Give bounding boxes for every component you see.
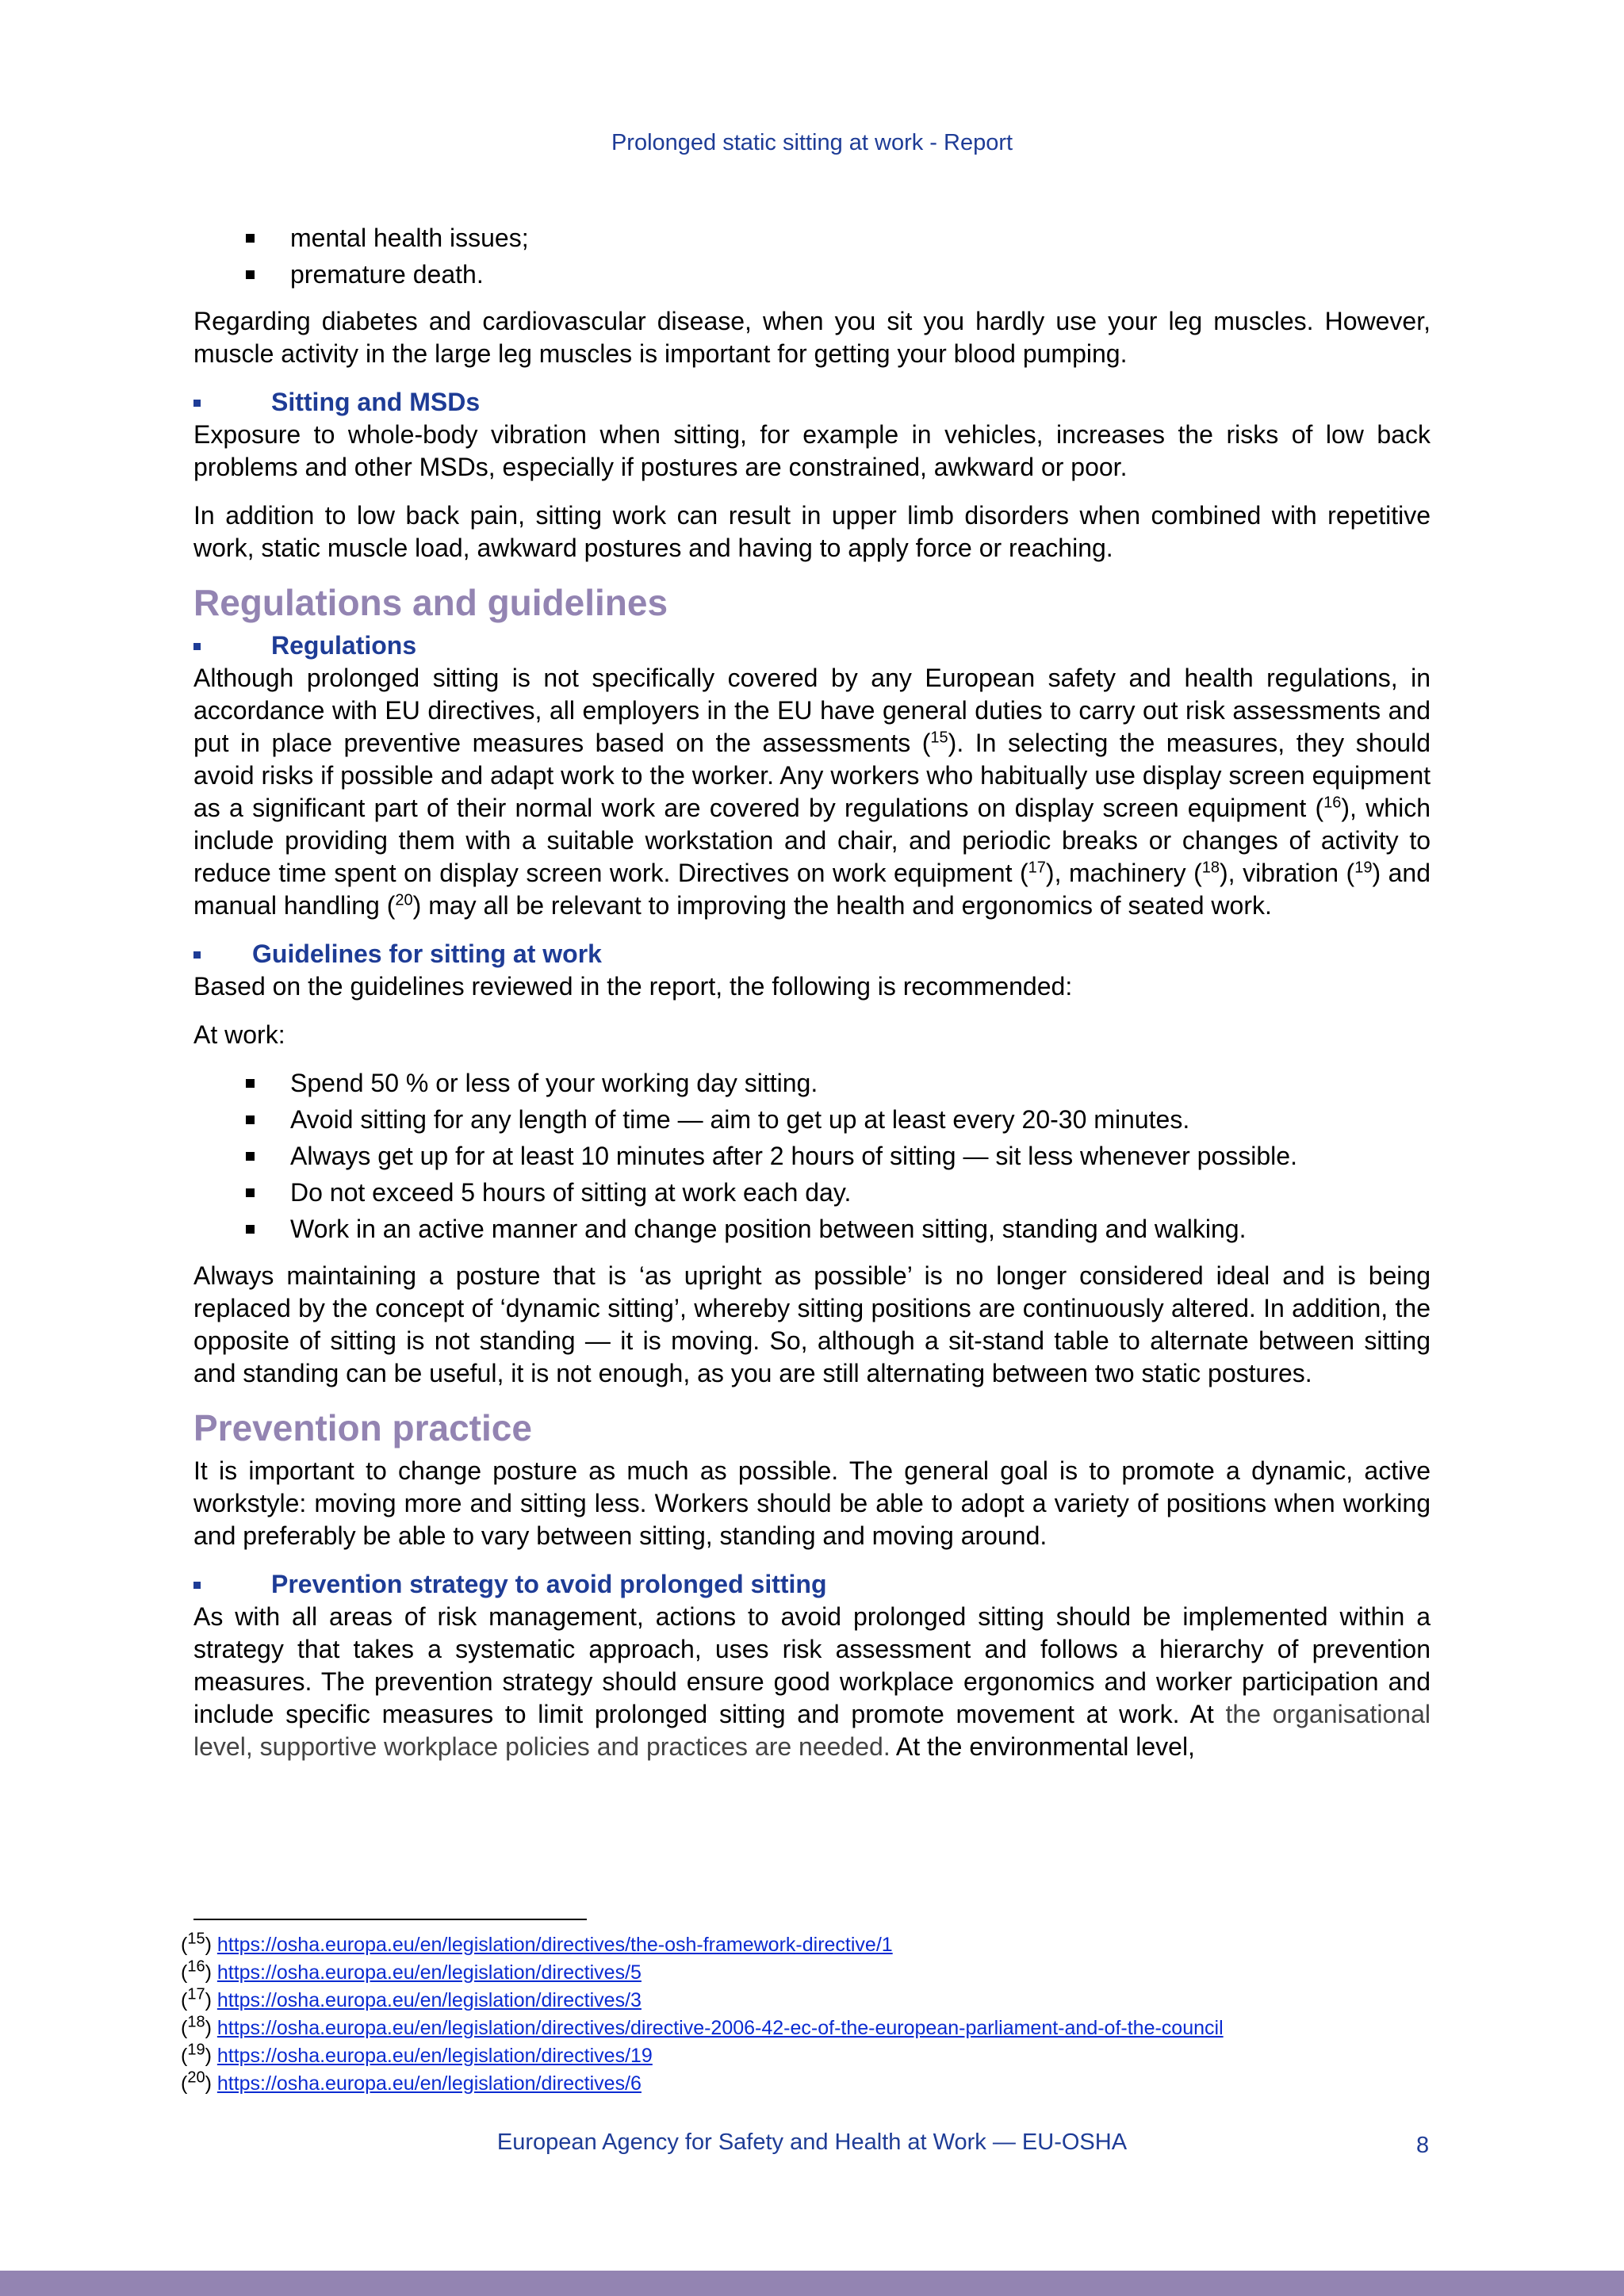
list-item: Work in an active manner and change position between sitting, standing and walking. [246, 1213, 1431, 1246]
paragraph-vibration: Exposure to whole-body vibration when sitting, for example in vehicles, increases the risks of low back problems and other MSDs, especially if postures are constrained, awkward or poor. [193, 420, 1431, 481]
text-run: ), machinery ( [1045, 859, 1202, 887]
list-item: mental health issues; [246, 222, 1431, 254]
text-run: At the environmental level, [890, 1732, 1195, 1761]
subheading-text: Guidelines for sitting at work [252, 939, 602, 968]
page-body [193, 222, 1431, 1779]
footnote-link[interactable]: https://osha.europa.eu/en/legislation/directives/the-osh-framework-directive/1 [216, 1934, 893, 1956]
section-heading-regulations: Regulations and guidelines [193, 582, 668, 623]
subheading-prevention-strategy [193, 1568, 1431, 1601]
footnote-link[interactable]: https://osha.europa.eu/en/legislation/directives/6 [216, 2072, 642, 2095]
footnote-ref[interactable]: 15 [930, 729, 948, 747]
text-run: ) may all be relevant to improving the health and ergonomics of seated work. [412, 891, 1272, 920]
paragraph-regulations [193, 662, 1431, 922]
section-heading-prevention: Prevention practice [193, 1407, 532, 1448]
footnote-separator [193, 1919, 587, 1920]
subheading-guidelines [193, 938, 1431, 970]
paragraph-strategy [193, 1601, 1431, 1763]
footnote-number: 18 [187, 2013, 205, 2031]
footnote-number: 17 [187, 1985, 205, 2003]
text-run: ). In selecting the measures, they should avoid risks if possible and adapt work to the worker. Any workers who habitually use display screen equipment as a significant part of their normal work are covered by regulations on display screen equipment ( [193, 729, 1431, 822]
list-item: Avoid sitting for any length of time — aim to get up at least every 20-30 minutes. [246, 1104, 1431, 1136]
footnote-link[interactable]: https://osha.europa.eu/en/legislation/directives/directive-2006-42-ec-of-the-european-parliament-and-of-the-council [216, 2017, 1224, 2039]
paragraph-based-on: Based on the guidelines reviewed in the report, the following is recommended: [193, 972, 1073, 1001]
footnote: ($^{17}$) https://osha.europa.eu/en/legislation/directives/3 [181, 1985, 642, 2011]
text-run: As with all areas of risk management, actions to avoid prolonged sitting should be implemented within a strategy that takes a systematic approach, uses risk assessment and follows a hierarchy of prevention measures. The prevention strategy should ensure good workplace ergonomics and worker participation and include specific measures to limit prolonged sitting and promote movement at work. At [193, 1602, 1431, 1728]
footnote-link[interactable]: https://osha.europa.eu/en/legislation/directives/5 [216, 1961, 642, 1984]
recommendations-list [193, 1067, 1431, 1246]
footnote: ($^{15}$) https://osha.europa.eu/en/legislation/directives/the-osh-framework-directive/1 [181, 1930, 893, 1956]
footnote-ref[interactable]: 16 [1323, 794, 1342, 812]
text-run: Although prolonged sitting is not specifically covered by any European safety and health regulations, in accordance with EU directives, all employers in the EU have general duties to carry out risk assessments and put in place preventive measures based on the assessments ( [193, 664, 1431, 757]
footnote: ($^{20}$) https://osha.europa.eu/en/legislation/directives/6 [181, 2068, 642, 2095]
square-bullet-icon [193, 951, 201, 959]
list-item: Do not exceed 5 hours of sitting at work each day. [246, 1177, 1431, 1209]
footnotes [181, 1931, 1465, 2098]
page-number: 8 [1416, 2133, 1430, 2158]
footnote-link[interactable]: https://osha.europa.eu/en/legislation/directives/3 [216, 1989, 642, 2011]
footnote-number: 19 [187, 2041, 205, 2059]
footnote-number: 16 [187, 1957, 205, 1976]
paragraph-change-posture: It is important to change posture as much as possible. The general goal is to promote a dynamic, active workstyle: moving more and sitting less. Workers should be able to adopt a variety of positions when working and preferably be able to vary between sitting, standing and moving around. [193, 1456, 1431, 1550]
square-bullet-icon [193, 643, 201, 650]
subheading-text: Regulations [271, 631, 417, 660]
page-footer: European Agency for Safety and Health at Work — EU-OSHA [496, 2130, 1128, 2155]
text-run: ), which include providing them with a suitable workstation and chair, and periodic breaks or changes of activity to reduce time spent on display screen work. Directives on work equipment ( [193, 794, 1431, 887]
subheading-text: Sitting and MSDs [271, 388, 481, 416]
running-header: Prolonged static sitting at work - Report [611, 130, 1013, 155]
footnote: ($^{19}$) https://osha.europa.eu/en/legislation/directives/19 [181, 2041, 653, 2067]
list-item: premature death. [246, 258, 1431, 291]
square-bullet-icon [193, 400, 201, 407]
text-run: ), vibration ( [1220, 859, 1355, 887]
paragraph-at-work: At work: [193, 1020, 285, 1049]
text-run: the organisational level, supportive workplace policies and practices are needed. [193, 1700, 1431, 1761]
footnote-link[interactable]: https://osha.europa.eu/en/legislation/directives/19 [216, 2045, 653, 2067]
subheading-text: Prevention strategy to avoid prolonged sitting [271, 1570, 827, 1598]
footnote-ref[interactable]: 18 [1201, 859, 1220, 877]
list-item: Spend 50 % or less of your working day sitting. [246, 1067, 1431, 1100]
health-effects-list [193, 222, 1431, 291]
footnote: ($^{18}$) https://osha.europa.eu/en/legislation/directives/directive-2006-42-ec-of-the-european-parliament-and-of-the-council [181, 2013, 1224, 2039]
footnote: ($^{16}$) https://osha.europa.eu/en/legislation/directives/5 [181, 1957, 642, 1984]
paragraph-upper-limb: In addition to low back pain, sitting work can result in upper limb disorders when combined with repetitive work, static muscle load, awkward postures and having to apply force or reaching. [193, 501, 1431, 562]
paragraph-diabetes: Regarding diabetes and cardiovascular disease, when you sit you hardly use your leg muscles. However, muscle activity in the large leg muscles is important for getting your blood pumping. [193, 307, 1431, 368]
footnote-ref[interactable]: 19 [1354, 859, 1373, 877]
text-run: ) and manual handling ( [193, 859, 1431, 920]
footnote-ref[interactable]: 17 [1028, 859, 1046, 877]
footer-band [0, 2271, 1624, 2296]
square-bullet-icon [193, 1582, 201, 1589]
paragraph-dynamic-sitting: Always maintaining a posture that is ‘as upright as possible’ is no longer considered ideal and is being replaced by the concept of ‘dynamic sitting’, whereby sitting positions are continuously altered. In addition, the opposite of sitting is not standing — it is moving. So, although a sit-stand table to alternate between sitting and standing can be useful, it is not enough, as you are still alternating between two static postures. [193, 1261, 1431, 1387]
footnote-number: 15 [187, 1930, 205, 1948]
footnote-number: 20 [187, 2068, 205, 2087]
list-item: Always get up for at least 10 minutes after 2 hours of sitting — sit less whenever possible. [246, 1140, 1431, 1173]
subheading-regulations [193, 629, 1431, 662]
footnote-ref[interactable]: 20 [395, 891, 413, 909]
subheading-sitting-msds [193, 386, 1431, 419]
